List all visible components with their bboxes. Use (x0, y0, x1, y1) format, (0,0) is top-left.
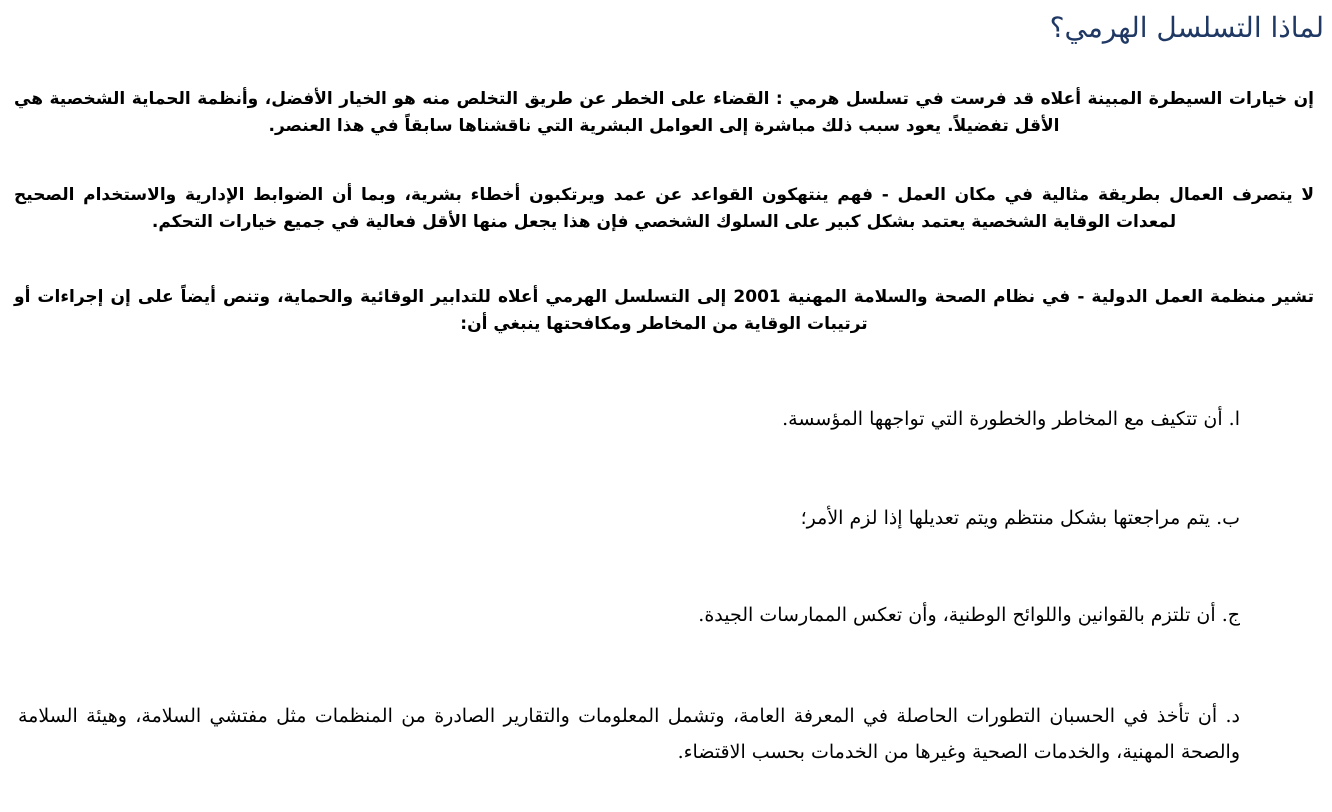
list-item-text: أن تلتزم بالقوانين واللوائح الوطنية، وأن تعكس الممارسات الجيدة. (698, 604, 1216, 626)
paragraph-worker-behavior: لا يتصرف العمال بطريقة مثالية في مكان العمل - فهم ينتهكون القواعد عن عمد ويرتكبون أخطاء بشرية، وبما أن الضوابط الإدارية والاستخدام الصحيح لمعدات الوقاية الشخصية يعتمد بشكل كبير على السلوك الشخصي فإن هذا يجعل منها الأقل فعالية في جميع خيارات التحكم. (14, 185, 1314, 232)
list-item (18, 600, 1240, 630)
list-item-letter: ا. (1228, 408, 1240, 430)
list-item-letter: ج. (1221, 604, 1240, 626)
list-item-letter: د. (1225, 705, 1240, 727)
list-item (18, 698, 1240, 770)
paragraph-ilo-reference: تشير منظمة العمل الدولية - في نظام الصحة والسلامة المهنية 2001 إلى التسلسل الهرمي أعلاه للتدابير الوقائية والحماية، وتنص أيضاً على إن إجراءات أو ترتيبات الوقاية من المخاطر ومكافحتها ينبغي أن: (14, 287, 1314, 334)
list-item (18, 503, 1240, 533)
list-item (18, 404, 1240, 434)
paragraph-hierarchy-order: إن خيارات السيطرة المبينة أعلاه قد فرست في تسلسل هرمي : القضاء على الخطر عن طريق التخلص منه هو الخيار الأفضل، وأنظمة الحماية الشخصية هي الأقل تفضيلاً. يعود سبب ذلك مباشرة إلى العوامل البشرية التي ناقشناها سابقاً في هذا العنصر. (14, 89, 1314, 136)
list-item-letter: ب. (1216, 507, 1240, 529)
list-item-text: أن تتكيف مع المخاطر والخطورة التي تواجهها المؤسسة. (782, 408, 1223, 430)
section-heading: لماذا التسلسل الهرمي؟ (1049, 11, 1324, 44)
list-item-text: أن تأخذ في الحسبان التطورات الحاصلة في المعرفة العامة، وتشمل المعلومات والتقارير الصادرة من المنظمات مثل مفتشي السلامة، وهيئة السلامة والصحة المهنية، والخدمات الصحية وغيرها من الخدمات بحسب الاقتضاء. (18, 705, 1240, 763)
list-item-text: يتم مراجعتها بشكل منتظم ويتم تعديلها إذا لزم الأمر؛ (800, 507, 1211, 529)
